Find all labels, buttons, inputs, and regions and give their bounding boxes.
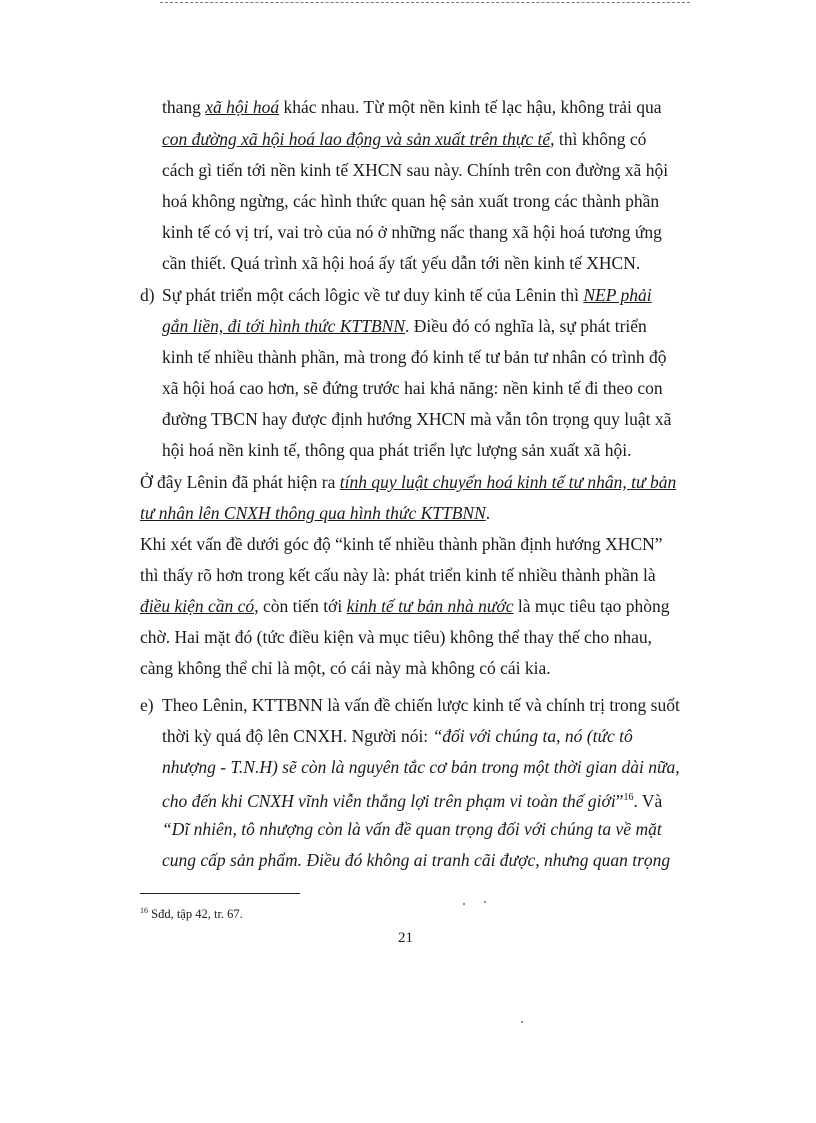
scan-speck (463, 903, 465, 905)
text-line: điều kiện cần có, còn tiến tới kinh tế tư bản nhà nước là mục tiêu tạo phòng (140, 596, 670, 616)
text-line: đường TBCN hay được định hướng XHCN mà vẫn tôn trọng quy luật xã (162, 409, 672, 429)
header-rule (160, 2, 690, 3)
text-line: tư nhân lên CNXH thông qua hình thức KTTBNN. (140, 503, 491, 523)
scan-speck (521, 1021, 523, 1023)
underlined-term: NEP phải (583, 285, 652, 305)
underlined-term: con đường xã hội hoá lao động và sản xuất trên thực tế (162, 129, 551, 149)
text-line: kinh tế nhiều thành phần, mà trong đó kinh tế tư bản tư nhân có trình độ (162, 347, 667, 367)
text-line: càng không thể chỉ là một, có cái này mà không có cái kia. (140, 658, 551, 678)
text-line: thang xã hội hoá khác nhau. Từ một nền kinh tế lạc hậu, không trải qua (162, 97, 662, 117)
text-line: gắn liền, đi tới hình thức KTTBNN. Điều đó có nghĩa là, sự phát triển (162, 316, 647, 336)
underlined-term: tính quy luật chuyển hoá kinh tế tư nhân, tư bản (339, 472, 677, 492)
text-line: xã hội hoá cao hơn, sẽ đứng trước hai khả năng: nền kinh tế đi theo con (162, 378, 663, 398)
text-line: kinh tế có vị trí, vai trò của nó ở những nấc thang xã hội hoá tương ứng (162, 222, 662, 242)
text-line: cần thiết. Quá trình xã hội hoá ấy tất yếu dẫn tới nền kinh tế XHCN. (162, 253, 641, 273)
quotation: “đối với chúng ta, nó (tức tô (432, 726, 633, 746)
underlined-term: xã hội hoá (205, 97, 280, 117)
page-number: 21 (398, 930, 413, 946)
quotation-line: “Dĩ nhiên, tô nhượng còn là vấn đề quan trọng đối với chúng ta về mặt (162, 819, 662, 839)
list-label: d) (140, 285, 155, 305)
footnote-number: 16 (140, 906, 148, 915)
text-line: Sự phát triển một cách lôgic về tư duy kinh tế của Lênin thì NEP phải (162, 285, 652, 305)
quotation: cho đến khi CNXH vĩnh viễn thắng lợi trên phạm vi toàn thế giới (162, 790, 616, 811)
underlined-term: điều kiện cần có (140, 596, 255, 616)
text-line: Ở đây Lênin đã phát hiện ra tính quy luật chuyển hoá kinh tế tư nhân, tư bản (140, 472, 677, 492)
text-line: Theo Lênin, KTTBNN là vấn đề chiến lược kinh tế và chính trị trong suốt (162, 695, 680, 715)
underlined-term: gắn liền, đi tới hình thức KTTBNN (162, 316, 406, 336)
text-line: hội hoá nền kinh tế, thông qua phát triển lực lượng sản xuất xã hội. (162, 440, 632, 460)
quotation-line: nhượng - T.N.H) sẽ còn là nguyên tắc cơ bản trong một thời gian dài nữa, (162, 757, 680, 777)
footnote (140, 903, 243, 922)
underlined-term: tư nhân lên CNXH thông qua hình thức KTTBNN (140, 503, 486, 523)
list-label: e) (140, 695, 154, 715)
text-line: cho đến khi CNXH vĩnh viễn thắng lợi trên phạm vi toàn thế giới”$^{16}$. Và (162, 790, 663, 811)
text-line: chờ. Hai mặt đó (tức điều kiện và mục tiêu) không thể thay thế cho nhau, (140, 627, 652, 647)
text-line: hoá không ngừng, các hình thức quan hệ sản xuất trong các thành phần (162, 191, 660, 211)
footnote-reference: 16 (623, 792, 634, 803)
scan-speck (484, 901, 486, 903)
text-line: thời kỳ quá độ lên CNXH. Người nói: “đối với chúng ta, nó (tức tô (162, 726, 633, 746)
underlined-term: kinh tế tư bản nhà nước (346, 596, 514, 616)
footnote-text: Sđd, tập 42, tr. 67. (148, 907, 243, 922)
text-line: thì thấy rõ hơn trong kết cấu này là: phát triển kinh tế nhiều thành phần là (140, 565, 656, 585)
footnote-rule (140, 893, 300, 894)
text-line: cách gì tiến tới nền kinh tế XHCN sau này. Chính trên con đường xã hội (162, 160, 669, 180)
quotation-line: cung cấp sản phẩm. Điều đó không ai tranh cãi được, nhưng quan trọng (162, 850, 671, 870)
text-line: Khi xét vấn đề dưới góc độ “kinh tế nhiều thành phần định hướng XHCN” (140, 534, 663, 554)
text-line: con đường xã hội hoá lao động và sản xuất trên thực tế, thì không có (162, 129, 647, 149)
